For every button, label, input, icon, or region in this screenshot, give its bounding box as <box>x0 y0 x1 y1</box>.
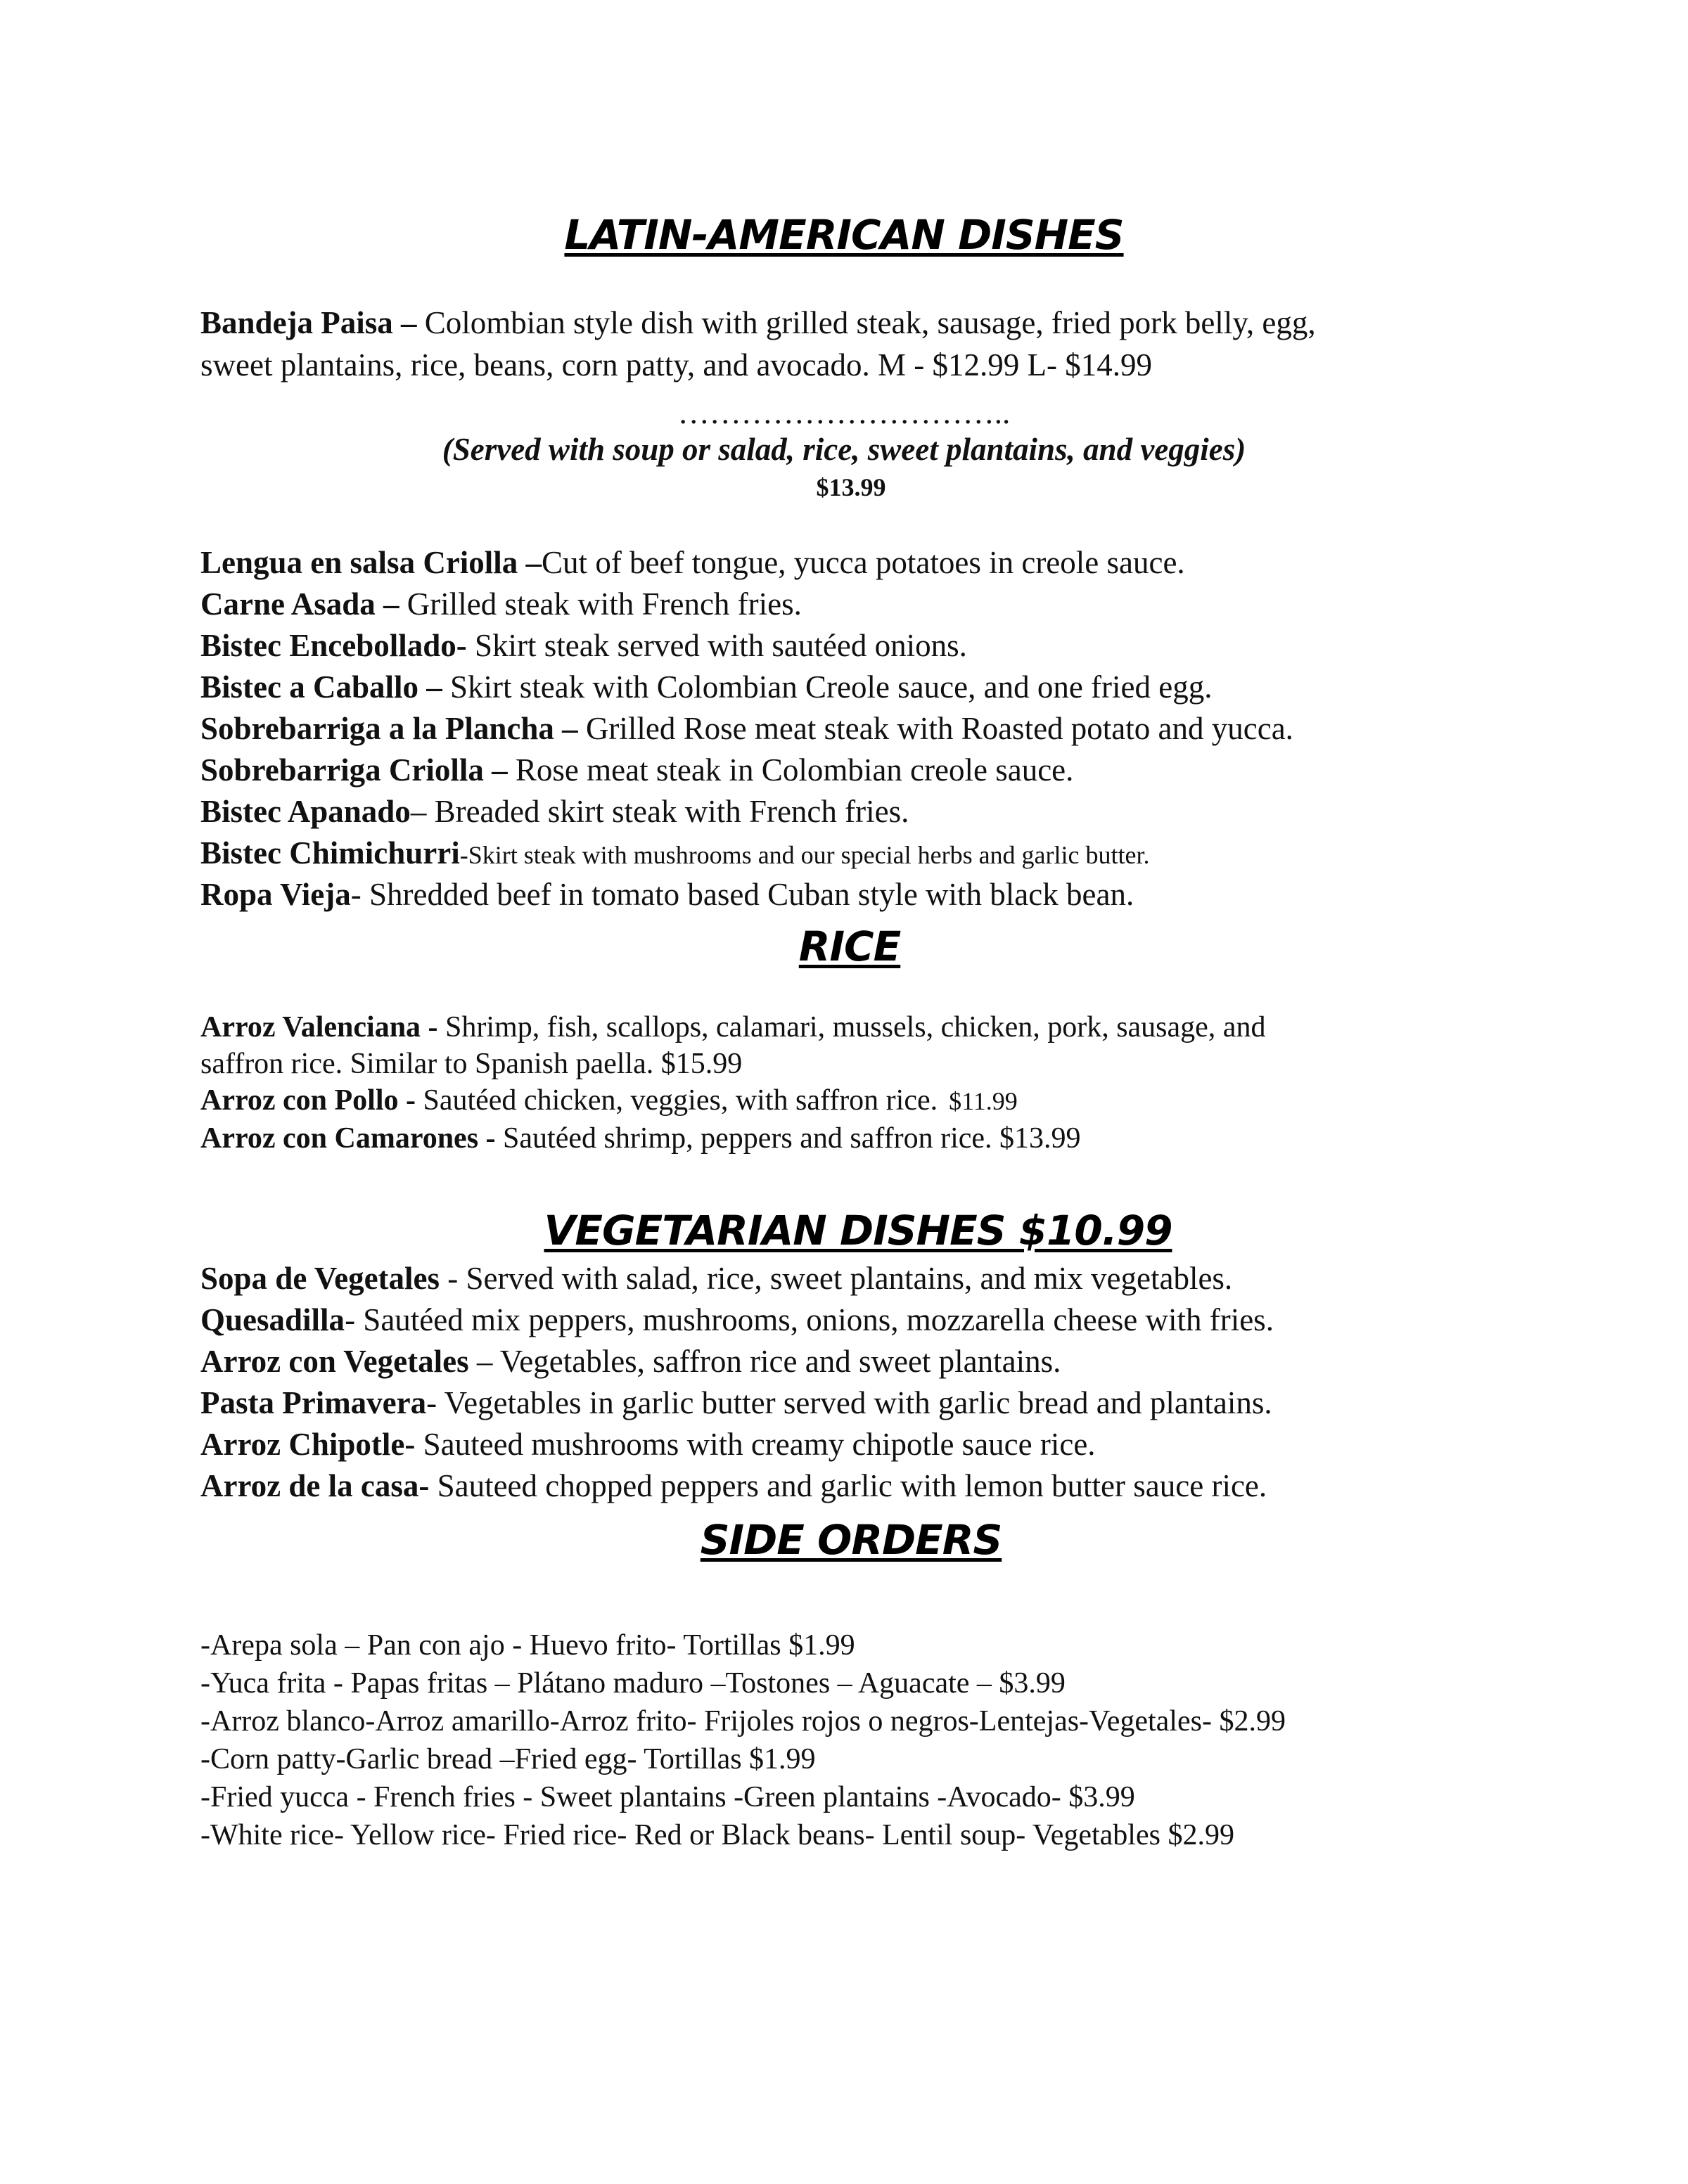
side-order-line: -Fried yucca - French fries - Sweet plantains -Green plantains -Avocado- $3.99 <box>200 1781 1135 1813</box>
item-name: Carne Asada – <box>200 586 399 622</box>
item-desc: Skirt steak served with sautéed onions. <box>466 628 967 663</box>
side-order-line: -Arroz blanco-Arroz amarillo-Arroz frito- Frijoles rojos o negros-Lentejas-Vegetales- $2.99 <box>200 1705 1286 1737</box>
item-name: Ropa Vieja <box>200 877 351 912</box>
item-desc: – Vegetables, saffron rice and sweet plantains. <box>468 1344 1061 1379</box>
menu-item <box>200 585 1537 623</box>
item-desc: Sauteed chopped peppers and garlic with lemon butter sauce rice. <box>429 1468 1267 1503</box>
arroz-con-pollo <box>200 1083 1537 1118</box>
menu-item <box>200 1301 1537 1339</box>
item-desc: Skirt steak with Colombian Creole sauce, and one fried egg. <box>442 669 1213 705</box>
item-desc: – Breaded skirt steak with French fries. <box>410 794 909 829</box>
menu-item <box>200 668 1537 706</box>
menu-item <box>200 834 1537 872</box>
bandeja-paisa-desc-1: Colombian style dish with grilled steak, sausage, fried pork belly, egg, <box>416 305 1316 340</box>
menu-item <box>200 751 1537 789</box>
menu-item <box>200 1425 1537 1463</box>
bandeja-paisa-line-1 <box>200 304 1537 342</box>
item-name: Arroz con Vegetales <box>200 1344 469 1379</box>
item-name: Arroz de la casa- <box>200 1468 430 1503</box>
item-desc: - Shredded beef in tomato based Cuban style with black bean. <box>350 877 1134 912</box>
item-name: Bistec Chimichurri <box>200 835 460 871</box>
arroz-valenciana-line-2: saffron rice. Similar to Spanish paella. $15.99 <box>200 1048 743 1080</box>
menu-item <box>200 709 1537 747</box>
item-name: Sobrebarriga Criolla – <box>200 752 508 788</box>
item-name: Lengua en salsa Criolla – <box>200 545 542 580</box>
bandeja-paisa-line-2: sweet plantains, rice, beans, corn patty, and avocado. M - $12.99 L- $14.99 <box>200 347 1152 383</box>
menu-item <box>200 1342 1537 1380</box>
menu-item <box>200 875 1537 913</box>
latin-american-heading: LATIN-AMERICAN DISHES <box>564 211 1124 259</box>
side-order-line: -Corn patty-Garlic bread –Fried egg- Tortillas $1.99 <box>200 1743 816 1775</box>
menu-item <box>200 627 1537 664</box>
item-desc: Cut of beef tongue, yucca potatoes in creole sauce. <box>542 545 1185 580</box>
item-name: Bistec Apanado <box>200 794 411 829</box>
arroz-valenciana-line-1 <box>200 1010 1537 1045</box>
item-desc: Sautéed shrimp, peppers and saffron rice. $13.99 <box>495 1122 1081 1155</box>
item-name: Bistec Encebollado- <box>200 628 467 663</box>
item-desc: -Skirt steak with mushrooms and our special herbs and garlic butter. <box>459 841 1150 869</box>
item-name: Arroz Chipotle- <box>200 1427 416 1462</box>
menu-item <box>200 1384 1537 1422</box>
item-desc: Sauteed mushrooms with creamy chipotle sauce rice. <box>415 1427 1096 1462</box>
item-name: Sopa de Vegetales <box>200 1261 440 1296</box>
item-name: Bistec a Caballo – <box>200 669 442 705</box>
item-desc: Rose meat steak in Colombian creole sauce. <box>507 752 1074 788</box>
menu-item <box>200 1467 1537 1505</box>
item-price: $11.99 <box>949 1087 1018 1115</box>
served-with-price: $13.99 <box>816 473 886 501</box>
item-desc: Grilled steak with French fries. <box>399 586 802 622</box>
rice-heading: RICE <box>798 923 901 970</box>
item-desc: - Served with salad, rice, sweet plantains, and mix vegetables. <box>440 1261 1233 1296</box>
side-order-line: -White rice- Yellow rice- Fried rice- Red or Black beans- Lentil soup- Vegetables $2.99 <box>200 1819 1234 1851</box>
item-name: Arroz con Pollo - <box>200 1084 416 1117</box>
arroz-con-camarones <box>200 1121 1537 1156</box>
bandeja-paisa-name: Bandeja Paisa – <box>200 305 417 340</box>
item-name: Pasta Primavera <box>200 1385 427 1420</box>
item-desc: - Vegetables in garlic butter served with garlic bread and plantains. <box>426 1385 1272 1420</box>
item-name: Arroz con Camarones - <box>200 1122 496 1155</box>
item-name: Quesadilla <box>200 1302 345 1337</box>
menu-item <box>200 792 1537 830</box>
served-with-note: (Served with soup or salad, rice, sweet plantains, and veggies) <box>442 432 1246 467</box>
item-desc: Shrimp, fish, scallops, calamari, mussels, chicken, pork, sausage, and <box>437 1011 1266 1043</box>
menu-item <box>200 544 1537 582</box>
item-desc: Sautéed chicken, veggies, with saffron rice. <box>415 1084 938 1117</box>
side-order-line: -Arepa sola – Pan con ajo - Huevo frito- Tortillas $1.99 <box>200 1629 855 1662</box>
item-name: Sobrebarriga a la Plancha – <box>200 711 578 746</box>
vegetarian-heading: VEGETARIAN DISHES $10.99 <box>544 1207 1172 1254</box>
item-desc: Grilled Rose meat steak with Roasted potato and yucca. <box>577 711 1293 746</box>
item-name: Arroz Valenciana - <box>200 1011 438 1043</box>
menu-item <box>200 1259 1537 1297</box>
side-order-line: -Yuca frita - Papas fritas – Plátano maduro –Tostones – Aguacate – $3.99 <box>200 1667 1066 1700</box>
dots-separator: ………………………….. <box>677 395 1011 430</box>
side-orders-heading: SIDE ORDERS <box>700 1516 1002 1564</box>
item-desc: - Sautéed mix peppers, mushrooms, onions, mozzarella cheese with fries. <box>345 1302 1274 1337</box>
